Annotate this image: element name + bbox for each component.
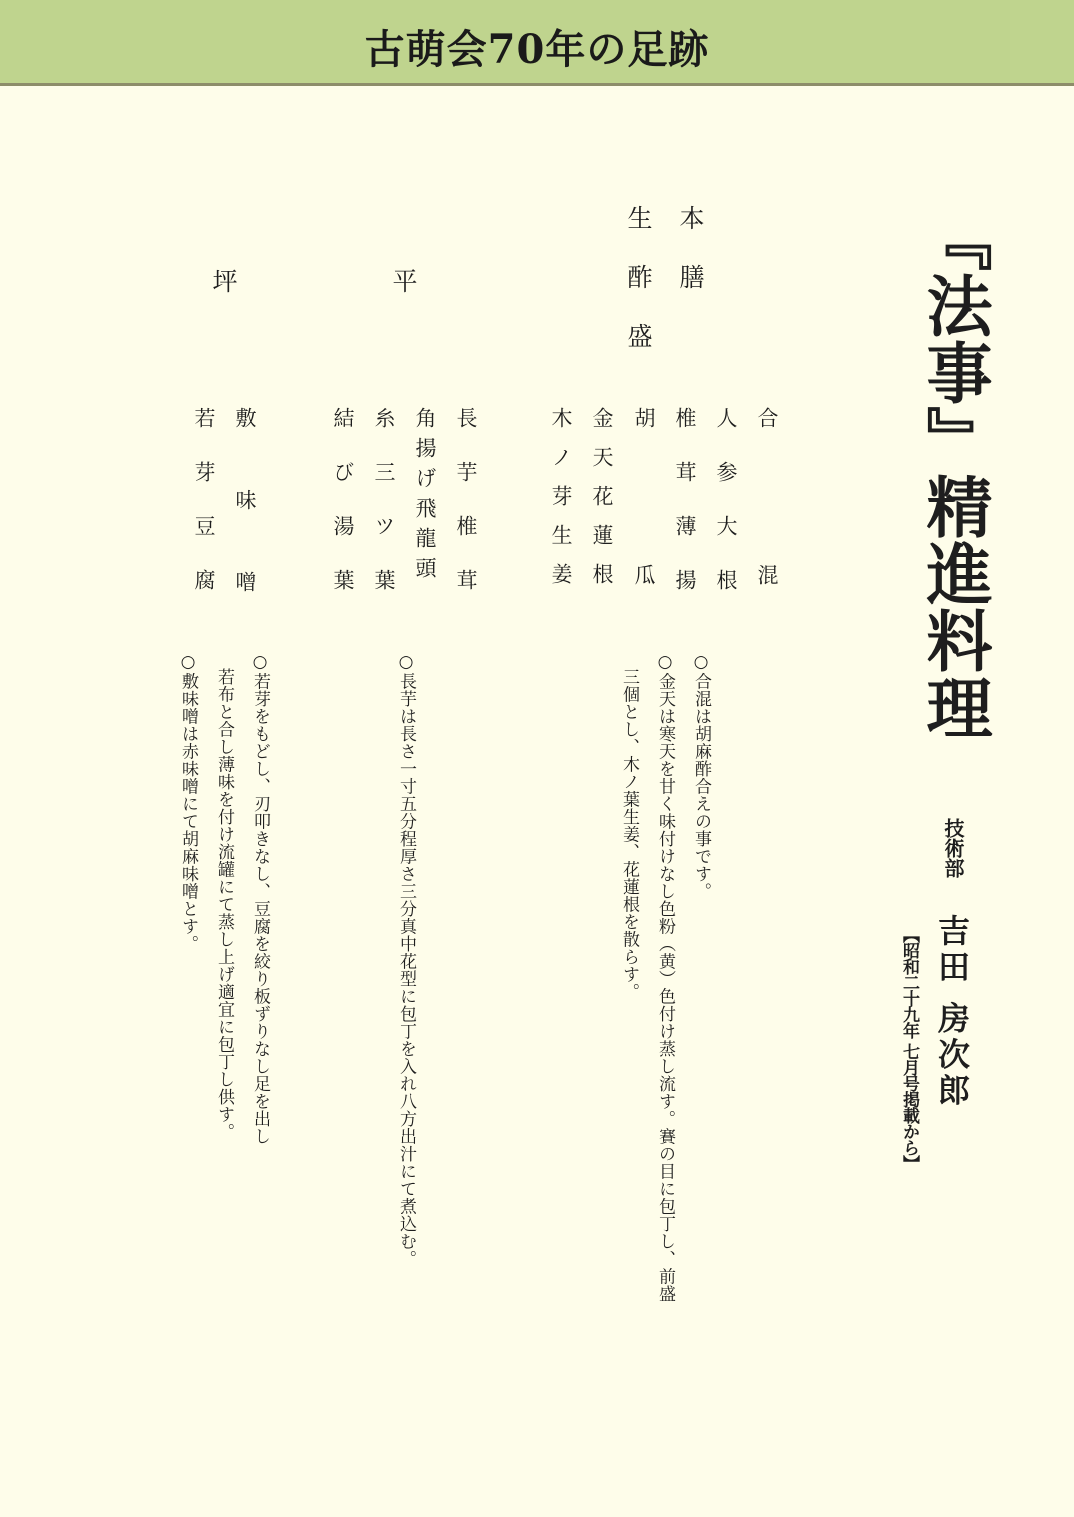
course-hira: 平 xyxy=(389,268,418,327)
menu-item-ninjin-daikon: 人参大根 xyxy=(714,407,738,623)
course-honzen: 本膳 xyxy=(676,205,705,323)
header-title: 古萌会70年の足跡 xyxy=(364,26,710,73)
menu-item-nagaimo-shiitake: 長芋椎茸 xyxy=(454,407,478,623)
note-wakame: ○若芽をもどし、刃叩きなし、豆腐を絞り板ずりなし足を出し xyxy=(250,652,270,1145)
author-name: 吉田 房次郎 xyxy=(933,914,971,1110)
menu-item-konome-shoga: 木ノ芽生姜 xyxy=(549,407,573,602)
course-tsubo: 坪 xyxy=(209,268,238,327)
menu-item-kinten-hasu: 金天花蓮根 xyxy=(590,407,614,602)
note-gouzen: ○合混は胡麻酢合えの事です。 xyxy=(691,652,711,900)
note-kinten-continued: 三個とし、木ノ葉生姜、花蓮根を散らす。 xyxy=(619,668,639,1001)
note-nagaimo: ○長芋は長さ一寸五分程厚さ三分真中花型に包丁を入れ八方出汁にて煮込む。 xyxy=(396,652,416,1268)
department-label: 技術部 xyxy=(941,818,965,878)
course-namasu: 生酢盛 xyxy=(624,205,653,382)
menu-item-kakuage-hiryozu: 角揚げ飛龍頭 xyxy=(413,407,437,587)
header-bar xyxy=(0,0,1074,86)
note-wakame-continued: 若布と合し薄味を付け流罐にて蒸し上げ適宜に包丁し供す。 xyxy=(214,668,234,1141)
article-title: 『法事』精進料理 xyxy=(915,205,993,741)
menu-item-shiitake-usuage: 椎茸薄揚 xyxy=(673,407,697,623)
menu-item-wakame-tofu: 若芽豆腐 xyxy=(192,407,216,623)
note-kinten: ○金天は寒天を甘く味付けなし色粉（黄）色付け蒸し流す。賽の目に包丁し、前盛 xyxy=(655,652,675,1303)
menu-item-musubi-yuba: 結び湯葉 xyxy=(331,407,355,623)
menu-item-kyuri: 胡瓜 xyxy=(632,407,656,721)
note-shiki-miso: ○敷味噌は赤味噌にて胡麻味噌とす。 xyxy=(178,652,198,953)
menu-item-shiki-miso: 敷味噌 xyxy=(233,407,257,653)
menu-item-gouzen: 合混 xyxy=(755,407,779,721)
source-note: 【昭和二十九年 七月号掲載から】 xyxy=(899,926,919,1171)
menu-item-mitsuba: 糸三ツ葉 xyxy=(372,407,396,623)
